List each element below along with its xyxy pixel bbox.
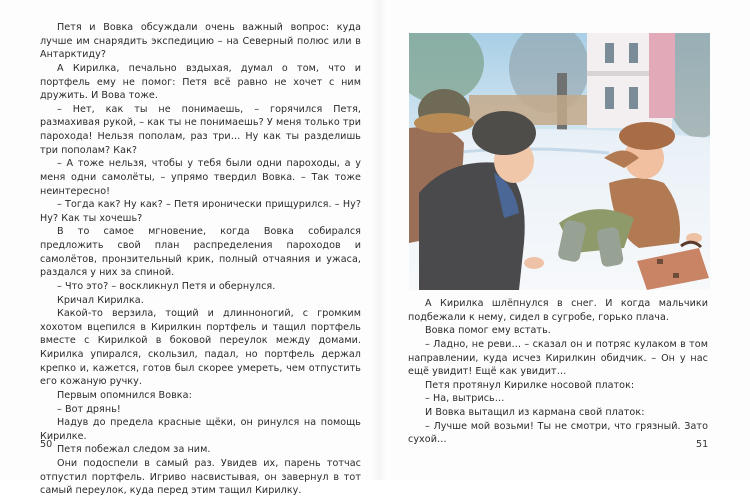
story-illustration (409, 33, 710, 290)
paragraph: – Что это? – воскликнул Петя и обернулся. (57, 280, 276, 292)
paragraph: – Вот дрянь! (57, 403, 121, 415)
right-page (375, 0, 750, 480)
paragraph: Вовка помог ему встать. (425, 325, 551, 337)
left-page-text (40, 21, 361, 498)
paragraph: Кричал Кирилка. (57, 294, 144, 306)
paragraph: Первым опомнился Вовка: (57, 389, 192, 401)
paragraph: – На, вытрись… (425, 393, 505, 405)
paragraph: И Вовка вытащил из кармана свой платок: (425, 407, 645, 418)
paragraph: Петя и Вовка обсуждали очень важный вопрос: куда лучше им снарядить экспедицию – на Северный полюс или в Антарктиду? (40, 22, 361, 61)
paragraph: Петя побежал следом за ним. (57, 444, 211, 456)
paragraph: – Лучше мой возьми! Ты не смотри, что грязный. Зато сухой… (408, 420, 708, 446)
page-number-right: 51 (696, 439, 709, 450)
paragraph: – Нет, как ты не понимаешь, – горячился Петя, размахивая рукой, – как ты не понимаешь? У меня только три парохода! Нельзя пополам, раз три… Ну как ты разделишь три пополам? Как? (40, 103, 361, 156)
page-number-left: 50 (40, 439, 53, 450)
paragraph: В то самое мгновение, когда Вовка собирался предложить свой план распределения пароходов и самолётов, пронзительный крик, полный отчаяния и ужаса, раздался у них за спиной. (40, 226, 361, 279)
paragraph: – А тоже нельзя, чтобы у тебя были одни пароходы, а у меня одни самолёты, – упрямо твердил Вовка. – Так тоже неинтересно! (40, 158, 361, 197)
paragraph: – Тогда как? Ну как? – Петя иронически прищурился. – Ну? Ну? Как ты хочешь? (40, 199, 361, 224)
paragraph: Петя протянул Кирилке носовой платок: (425, 379, 635, 391)
paragraph: – Ладно, не реви… – сказал он и потряс кулаком в том направлении, куда исчез Кирилкин обидчик. – Он у нас ещё увидит! Ещё как увидит… (408, 338, 708, 378)
paragraph: Какой-то верзила, тощий и длинноногий, с громким хохотом вцепился в Кирилкин портфель и тащил портфель вместе с Кирилкой в боковой переулок между домами. Кирилка упирался, скользил, падал, но портфель держал крепко и, кажется, готов был скорее умереть, чем отпустить его кожаную ручку. (40, 308, 361, 388)
illustration-image (409, 33, 710, 290)
paragraph: Они подоспели в самый раз. Увидев их, парень тотчас отпустил портфель. Игриво насвистывая, он завернул в тот самый переулок, куда перед этим тащил Кирилку. (40, 458, 361, 497)
paragraph: Надув до предела красные щёки, он ринулся на помощь Кирилке. (40, 417, 361, 442)
left-page (0, 0, 375, 497)
paragraph: А Кирилка шлёпнулся в снег. И когда мальчики подбежали к нему, сидел в сугробе, горько плача. (408, 298, 708, 323)
right-page-text (408, 297, 708, 447)
paragraph: А Кирилка, печально вздыхая, думал о том, что и портфель ему не помог: Петя всё равно не хочет с ним дружить. И Вова тоже. (40, 62, 361, 102)
